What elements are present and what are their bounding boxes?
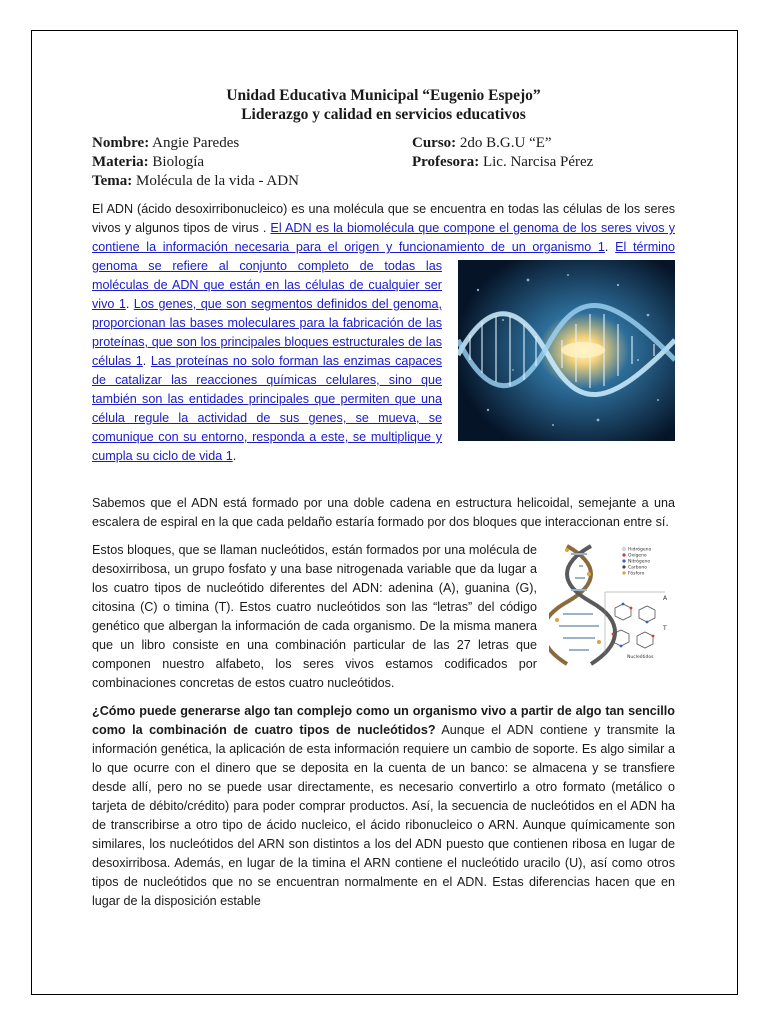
legend-nitrogeno: Nitrógeno	[628, 559, 651, 565]
diagram-caption: Nucleótidos	[627, 655, 654, 660]
nombre-value: Angie Paredes	[152, 135, 240, 151]
curso-label: Curso:	[412, 135, 457, 151]
legend-oxigeno: Oxígeno	[628, 553, 647, 559]
paragraph-arn	[92, 702, 675, 911]
link-genes[interactable]: Los genes, que son segmentos definidos del genoma, proporcionan las bases moleculares para la fabricación de las proteínas, que son los principales bloques estructurales de las células 1	[92, 297, 443, 368]
label-base-t: T	[663, 625, 667, 632]
document-content	[92, 86, 675, 911]
link-adn-biomolecula[interactable]: El ADN es la biomolécula que compone el genoma de los seres vivos y contiene la información necesaria para el origen y funcionamiento de un organismo 1	[92, 221, 675, 254]
student-info	[92, 134, 675, 191]
tema-label: Tema:	[92, 173, 133, 189]
paragraph-nucleotidos	[92, 541, 675, 693]
materia-value: Biología	[152, 154, 205, 170]
legend-hidrogeno: Hidrógeno	[628, 547, 652, 553]
dna-helix-image	[458, 260, 675, 441]
school-name: Unidad Educativa Municipal “Eugenio Espejo”	[226, 87, 541, 104]
nucleotide-diagram	[549, 544, 675, 666]
profesora-value: Lic. Narcisa Pérez	[482, 154, 594, 170]
paragraph-adn-intro: El ADN (ácido desoxirribonucleico) es una molécula que se encuentra en todas las células de los seres vivos y algunos tipos de virus . El ADN es la biomolécula que compone el genoma de los seres vivos y contiene la información necesaria para el origen y funcionamiento de un organismo 1. El término genoma se refiere al conjunto completo de todas las moléculas de ADN que están en las células de cualquier ser vivo 1. Los genes, que son segmentos definidos del genoma, proporcionan las bases moleculares para la fabricación de las proteínas, que son los principales bloques estructurales de las células 1. Las proteínas no solo forman las enzimas capaces de catalizar las reacciones químicas celulares, sino que también son las entidades principales que permiten que una célula regule la actividad de sus genes, se mueva, se comunique con su entorno, responda a este, se multiplique y cumpla su ciclo de vida 1.	[92, 202, 675, 463]
nucleotidos-text: Estos bloques, que se llaman nucleótidos, están formados por una molécula de desoxirribosa, un grupo fosfato y una base nitrogenada variable que da lugar a los cuatro tipos de nucleótido diferentes del ADN: adenina (A), guanina (G), citosina (C) o timina (T). Estos cuatro nucleótidos son las “letras” del código genético que albergan la información de cada organismo. De la misma manera que un libro consiste en una combinación particular de las 27 letras que componen nuestro alfabeto, los seres vivos estamos codificados por combinaciones concretas de estos cuatro nucleótidos.	[92, 543, 537, 690]
curso-value: 2do B.G.U “E”	[459, 135, 552, 151]
arn-body-text: Aunque el ADN contiene y transmite la información genética, la aplicación de esta información requiere un cambio de soporte. Es algo similar a lo que ocurre con el dinero que se deposita en la cuenta de un banco: se almacena y se transfiere desde allí, pero no se puede usar directamente, es necesario convertirlo a otro formato (metálico o tarjeta de débito/crédito) para poder comprar productos. Así, la secuencia de nucleótidos en el ADN ha de transcribirse a otro tipo de ácido nucleico, el ácido ribonucleico o ARN. Aunque químicamente son similares, los nucleótidos del ARN son distintos a los del ADN puesto que contienen ribosa en lugar de desoxirribosa. Además, en lugar de la timina el ARN contiene el nucleótido uracilo (U), así como otros tipos de nucleótidos que no se encuentran normalmente en el ADN. Estas diferencias hacen que en lugar de la disposición estable	[92, 723, 675, 908]
paragraph-doble-cadena: Sabemos que el ADN está formado por una doble cadena en estructura helicoidal, semejante a una escalera de espiral en la que cada peldaño estaría formado por dos bloques que interaccionan entre sí.	[92, 496, 675, 529]
label-base-a: A	[663, 595, 668, 602]
question-heading: ¿Cómo puede generarse algo tan complejo como un organismo vivo a partir de algo tan sencillo como la combinación de cuatro tipos de nucleótidos?	[92, 704, 675, 737]
link-genoma[interactable]: El término genoma se refiere al conjunto completo de todas las moléculas de ADN que están en las células de cualquier ser vivo 1	[92, 240, 675, 311]
school-motto: Liderazgo y calidad en servicios educativos	[241, 106, 526, 123]
materia-label: Materia:	[92, 154, 149, 170]
legend-fosforo: Fósforo	[628, 571, 645, 577]
legend-carbono: Carbono	[628, 565, 647, 571]
nombre-label: Nombre:	[92, 135, 150, 151]
tema-value: Molécula de la vida - ADN	[136, 173, 299, 189]
profesora-label: Profesora:	[412, 154, 480, 170]
link-proteinas[interactable]: Las proteínas no solo forman las enzimas capaces de catalizar las reacciones químicas celulares, sino que también son las entidades principales que permiten que una célula regule la actividad de sus genes, se mueva, se comunique con su entorno, responda a este, se multiplique y cumpla su ciclo de vida 1	[92, 354, 442, 463]
intro-plain-text: El ADN (ácido desoxirribonucleico) es una molécula que se encuentra en todas las células de los seres vivos y algunos tipos de virus .	[92, 202, 675, 235]
